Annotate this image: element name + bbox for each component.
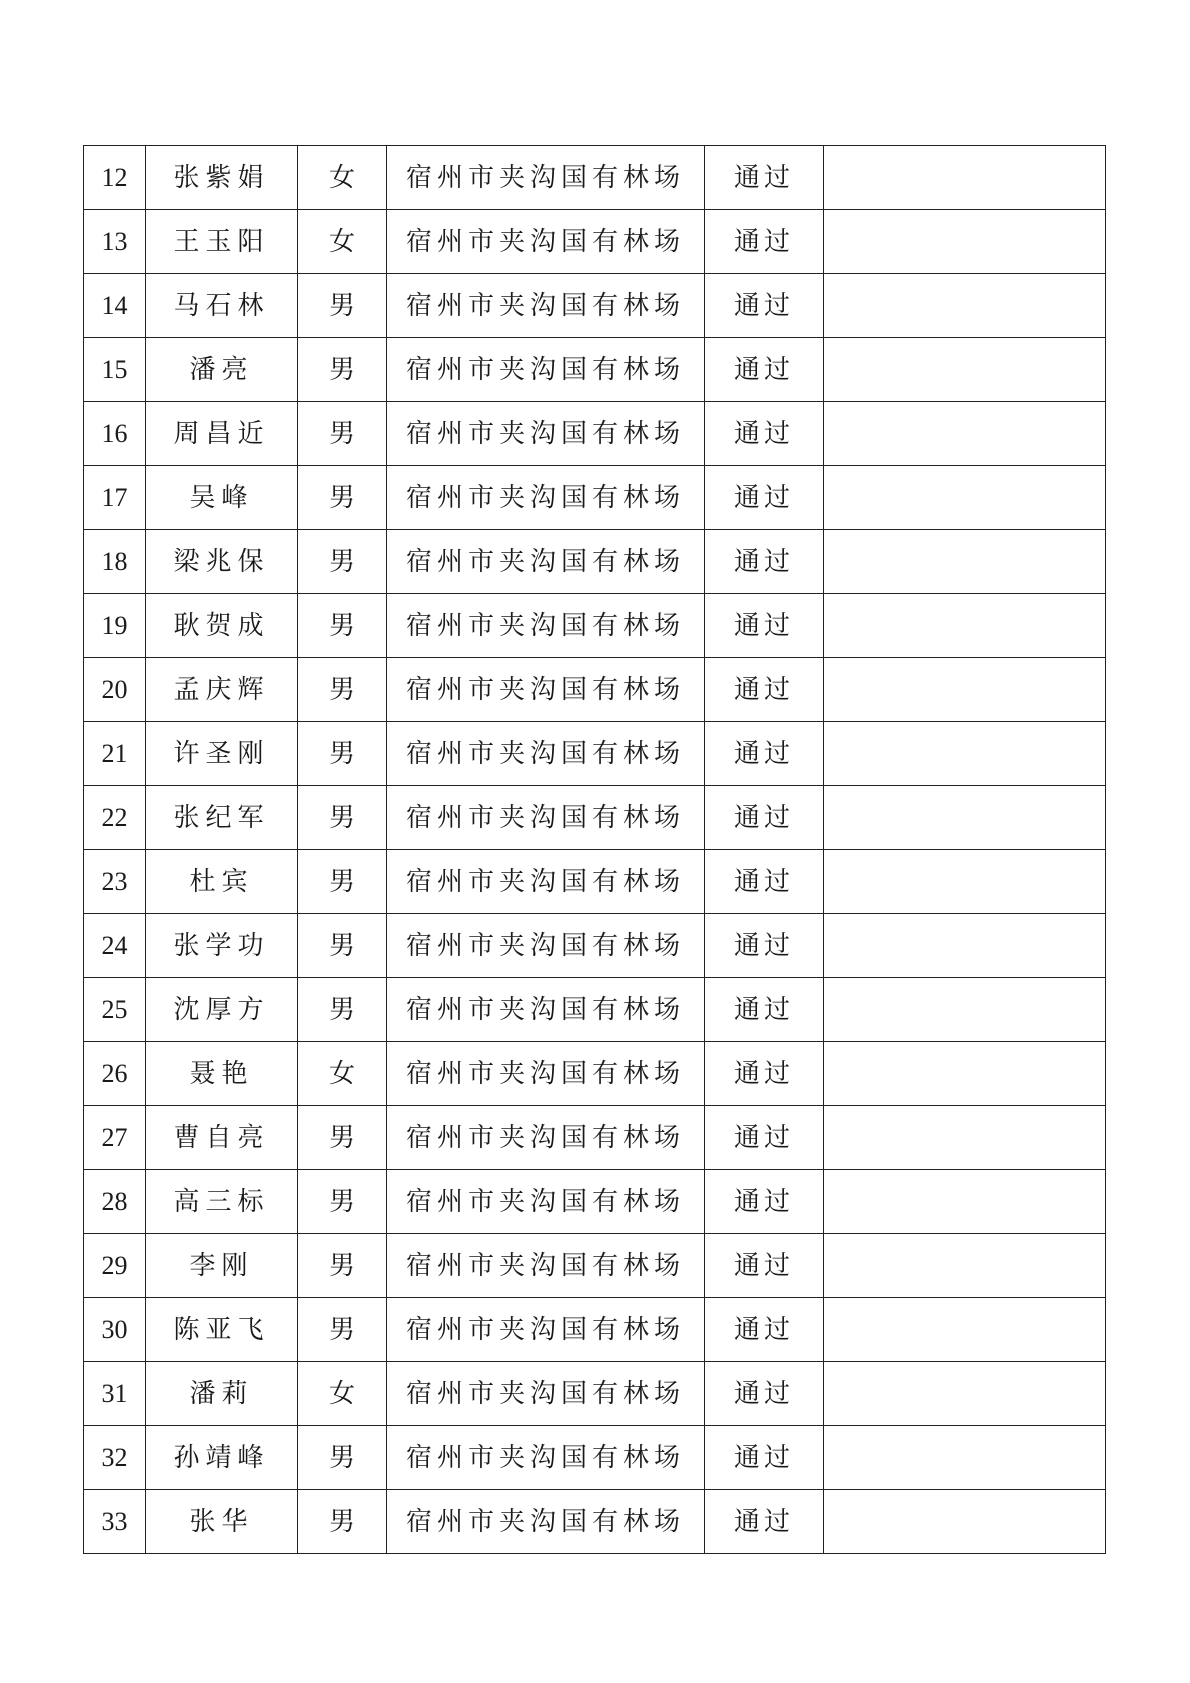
row-number-cell: 32 [84,1426,146,1490]
person-name-cell: 张学功 [146,914,298,978]
person-name-cell: 张纪军 [146,786,298,850]
table-row [84,146,1106,210]
remark-cell [824,594,1106,658]
gender-cell: 男 [298,1170,387,1234]
table-row [84,914,1106,978]
review-result-cell: 通过 [705,530,824,594]
person-name-cell: 曹自亮 [146,1106,298,1170]
review-result-cell: 通过 [705,1234,824,1298]
remark-cell [824,210,1106,274]
person-name-cell: 吴峰 [146,466,298,530]
remark-cell [824,978,1106,1042]
table-row [84,786,1106,850]
table-row [84,658,1106,722]
remark-cell [824,658,1106,722]
remark-cell [824,338,1106,402]
person-name-cell: 孟庆辉 [146,658,298,722]
review-result-cell: 通过 [705,274,824,338]
table-row [84,1490,1106,1554]
table-row [84,1298,1106,1362]
table-row [84,466,1106,530]
review-result-cell: 通过 [705,914,824,978]
work-unit-cell: 宿州市夹沟国有林场 [387,1106,705,1170]
table-row [84,1170,1106,1234]
remark-cell [824,1298,1106,1362]
work-unit-cell: 宿州市夹沟国有林场 [387,914,705,978]
person-name-cell: 梁兆保 [146,530,298,594]
gender-cell: 男 [298,1298,387,1362]
person-name-cell: 周昌近 [146,402,298,466]
gender-cell: 女 [298,1042,387,1106]
work-unit-cell: 宿州市夹沟国有林场 [387,1234,705,1298]
remark-cell [824,1490,1106,1554]
row-number-cell: 16 [84,402,146,466]
row-number-cell: 27 [84,1106,146,1170]
gender-cell: 男 [298,978,387,1042]
review-result-cell: 通过 [705,338,824,402]
remark-cell [824,1362,1106,1426]
row-number-cell: 25 [84,978,146,1042]
remark-cell [824,146,1106,210]
table-row [84,402,1106,466]
table-row [84,1106,1106,1170]
table-row [84,530,1106,594]
review-result-cell: 通过 [705,402,824,466]
row-number-cell: 22 [84,786,146,850]
remark-cell [824,530,1106,594]
remark-cell [824,274,1106,338]
work-unit-cell: 宿州市夹沟国有林场 [387,786,705,850]
remark-cell [824,914,1106,978]
gender-cell: 男 [298,1106,387,1170]
table-row [84,850,1106,914]
review-result-cell: 通过 [705,1298,824,1362]
remark-cell [824,850,1106,914]
work-unit-cell: 宿州市夹沟国有林场 [387,530,705,594]
person-name-cell: 高三标 [146,1170,298,1234]
gender-cell: 男 [298,658,387,722]
row-number-cell: 30 [84,1298,146,1362]
review-result-cell: 通过 [705,466,824,530]
gender-cell: 男 [298,786,387,850]
work-unit-cell: 宿州市夹沟国有林场 [387,274,705,338]
person-name-cell: 陈亚飞 [146,1298,298,1362]
gender-cell: 女 [298,146,387,210]
remark-cell [824,1106,1106,1170]
work-unit-cell: 宿州市夹沟国有林场 [387,594,705,658]
work-unit-cell: 宿州市夹沟国有林场 [387,658,705,722]
review-result-cell: 通过 [705,210,824,274]
person-name-cell: 潘莉 [146,1362,298,1426]
work-unit-cell: 宿州市夹沟国有林场 [387,1298,705,1362]
remark-cell [824,466,1106,530]
table-row [84,1042,1106,1106]
table-row [84,338,1106,402]
work-unit-cell: 宿州市夹沟国有林场 [387,146,705,210]
person-name-cell: 王玉阳 [146,210,298,274]
review-result-cell: 通过 [705,850,824,914]
person-name-cell: 沈厚方 [146,978,298,1042]
row-number-cell: 28 [84,1170,146,1234]
gender-cell: 男 [298,594,387,658]
row-number-cell: 13 [84,210,146,274]
row-number-cell: 21 [84,722,146,786]
person-name-cell: 许圣刚 [146,722,298,786]
row-number-cell: 19 [84,594,146,658]
row-number-cell: 29 [84,1234,146,1298]
person-name-cell: 张紫娟 [146,146,298,210]
work-unit-cell: 宿州市夹沟国有林场 [387,466,705,530]
person-name-cell: 杜宾 [146,850,298,914]
person-name-cell: 聂艳 [146,1042,298,1106]
remark-cell [824,402,1106,466]
review-result-cell: 通过 [705,978,824,1042]
row-number-cell: 20 [84,658,146,722]
review-result-cell: 通过 [705,1042,824,1106]
row-number-cell: 14 [84,274,146,338]
work-unit-cell: 宿州市夹沟国有林场 [387,1490,705,1554]
remark-cell [824,722,1106,786]
gender-cell: 男 [298,914,387,978]
review-result-cell: 通过 [705,1426,824,1490]
work-unit-cell: 宿州市夹沟国有林场 [387,850,705,914]
gender-cell: 男 [298,850,387,914]
person-name-cell: 耿贺成 [146,594,298,658]
row-number-cell: 12 [84,146,146,210]
work-unit-cell: 宿州市夹沟国有林场 [387,722,705,786]
row-number-cell: 26 [84,1042,146,1106]
gender-cell: 男 [298,466,387,530]
work-unit-cell: 宿州市夹沟国有林场 [387,1170,705,1234]
work-unit-cell: 宿州市夹沟国有林场 [387,1362,705,1426]
remark-cell [824,1426,1106,1490]
person-name-cell: 李刚 [146,1234,298,1298]
review-result-cell: 通过 [705,658,824,722]
review-result-cell: 通过 [705,1106,824,1170]
remark-cell [824,786,1106,850]
gender-cell: 男 [298,1426,387,1490]
gender-cell: 男 [298,1490,387,1554]
gender-cell: 男 [298,530,387,594]
remark-cell [824,1234,1106,1298]
row-number-cell: 33 [84,1490,146,1554]
row-number-cell: 24 [84,914,146,978]
table-row [84,274,1106,338]
review-result-cell: 通过 [705,786,824,850]
table-row [84,210,1106,274]
person-name-cell: 马石林 [146,274,298,338]
work-unit-cell: 宿州市夹沟国有林场 [387,1426,705,1490]
gender-cell: 男 [298,274,387,338]
table-row [84,594,1106,658]
review-result-cell: 通过 [705,722,824,786]
table-row [84,1426,1106,1490]
gender-cell: 男 [298,1234,387,1298]
work-unit-cell: 宿州市夹沟国有林场 [387,402,705,466]
roster-table-body [84,146,1106,1554]
table-row [84,1362,1106,1426]
gender-cell: 女 [298,1362,387,1426]
table-row [84,722,1106,786]
gender-cell: 男 [298,338,387,402]
review-result-cell: 通过 [705,146,824,210]
remark-cell [824,1042,1106,1106]
row-number-cell: 15 [84,338,146,402]
row-number-cell: 31 [84,1362,146,1426]
work-unit-cell: 宿州市夹沟国有林场 [387,978,705,1042]
work-unit-cell: 宿州市夹沟国有林场 [387,1042,705,1106]
remark-cell [824,1170,1106,1234]
gender-cell: 男 [298,402,387,466]
table-row [84,1234,1106,1298]
gender-cell: 女 [298,210,387,274]
review-result-cell: 通过 [705,1170,824,1234]
row-number-cell: 23 [84,850,146,914]
work-unit-cell: 宿州市夹沟国有林场 [387,338,705,402]
work-unit-cell: 宿州市夹沟国有林场 [387,210,705,274]
row-number-cell: 18 [84,530,146,594]
row-number-cell: 17 [84,466,146,530]
person-name-cell: 孙靖峰 [146,1426,298,1490]
gender-cell: 男 [298,722,387,786]
review-result-cell: 通过 [705,1490,824,1554]
review-result-cell: 通过 [705,594,824,658]
review-result-cell: 通过 [705,1362,824,1426]
person-name-cell: 张华 [146,1490,298,1554]
table-row [84,978,1106,1042]
person-name-cell: 潘亮 [146,338,298,402]
roster-table [83,145,1106,1554]
